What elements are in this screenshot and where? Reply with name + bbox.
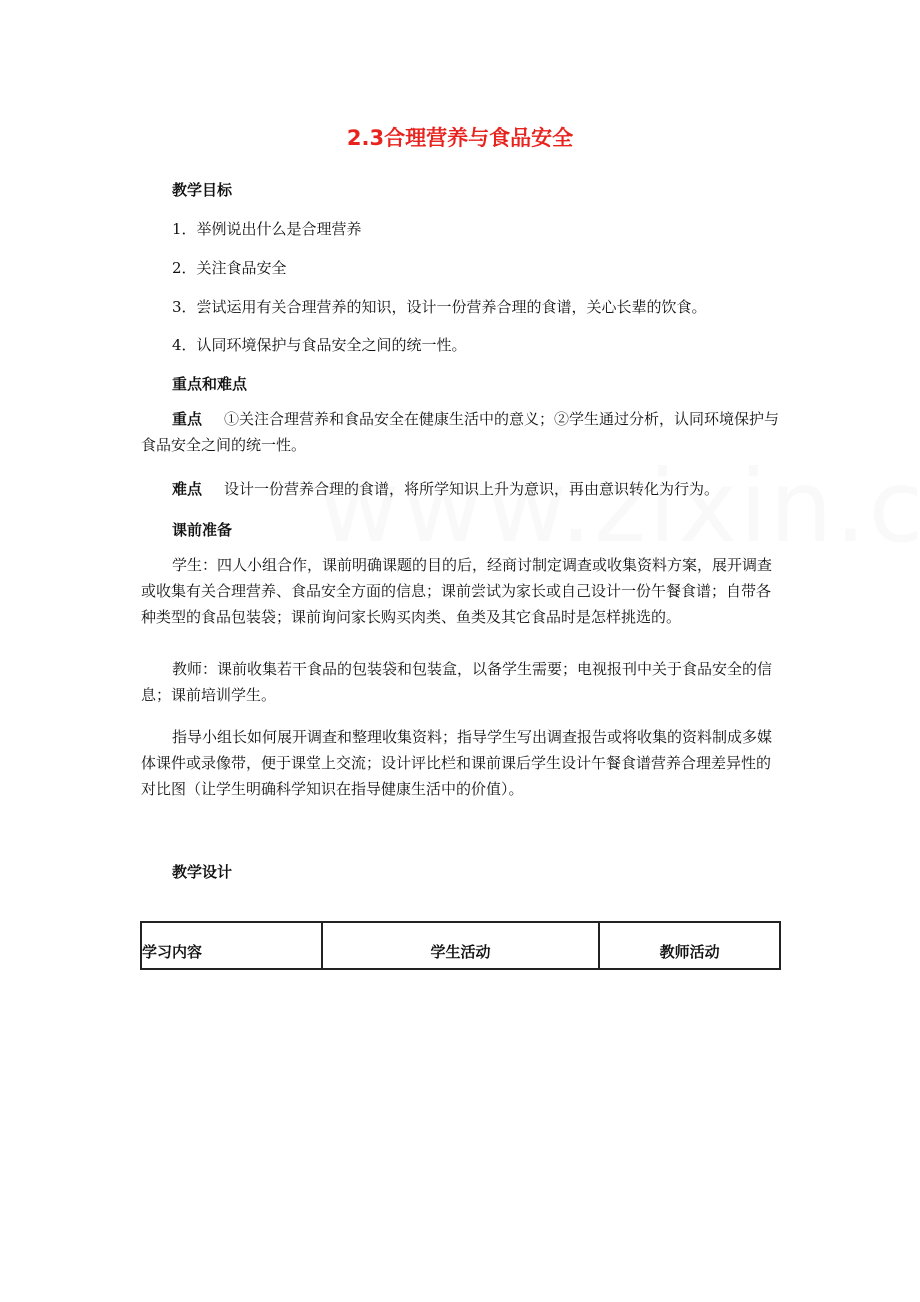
preparation-paragraph-teacher: 教师：课前收集若干食品的包装袋和包装盒，以备学生需要；电视报刊中关于食品安全的信息；课前培训学生。 xyxy=(141,660,773,704)
key-points-heading: 重点和难点 xyxy=(172,375,248,393)
key-point-text: ①关注合理营养和食品安全在健康生活中的意义；②学生通过分析，认同环境保护与食品安全之间的统一性。 xyxy=(141,410,780,454)
key-point-paragraph xyxy=(141,406,781,458)
difficulty-label: 难点 xyxy=(172,480,203,498)
table-header-teacher-activity: 教师活动 xyxy=(599,922,780,969)
design-heading: 教学设计 xyxy=(172,863,233,881)
table-header-row xyxy=(141,922,780,969)
document-title: 2.3合理营养与食品安全 xyxy=(346,126,574,150)
preparation-heading: 课前准备 xyxy=(172,521,233,539)
key-point-label: 重点 xyxy=(172,410,203,428)
objective-item-3: 3．尝试运用有关合理营养的知识，设计一份营养合理的食谱，关心长辈的饮食。 xyxy=(172,298,707,316)
preparation-paragraph-students: 学生：四人小组合作，课前明确课题的目的后，经商讨制定调查或收集资料方案，展开调查或收集有关合理营养、食品安全方面的信息；课前尝试为家长或自己设计一份午餐食谱；自带各种类型的食品包装袋；课前询问家长购买肉类、鱼类及其它食品时是怎样挑选的。 xyxy=(141,556,773,626)
objective-item-4: 4．认同环境保护与食品安全之间的统一性。 xyxy=(172,336,467,354)
preparation-paragraph-guidance: 指导小组长如何展开调查和整理收集资料；指导学生写出调查报告或将收集的资料制成多媒体课件或录像带，便于课堂上交流；设计评比栏和课前课后学生设计午餐食谱营养合理差异性的对比图（让学生明确科学知识在指导健康生活中的价值）。 xyxy=(141,728,773,798)
objectives-heading: 教学目标 xyxy=(172,181,233,199)
difficulty-paragraph xyxy=(141,476,781,502)
design-table xyxy=(140,921,781,970)
table-header-learning-content: 学习内容 xyxy=(141,922,322,969)
watermark xyxy=(318,448,920,565)
objective-item-2: 2．关注食品安全 xyxy=(172,259,287,277)
difficulty-text: 设计一份营养合理的食谱，将所学知识上升为意识，再由意识转化为行为。 xyxy=(224,480,720,498)
table-header-student-activity: 学生活动 xyxy=(322,922,600,969)
objective-item-1: 1．举例说出什么是合理营养 xyxy=(172,220,362,238)
